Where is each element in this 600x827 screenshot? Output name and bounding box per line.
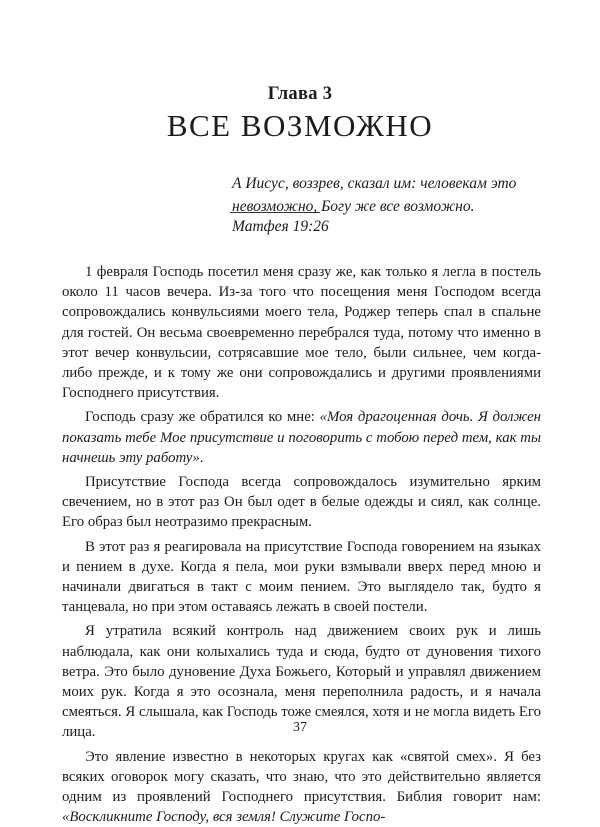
paragraph: [62, 537, 541, 618]
paragraph-text: .: [199, 449, 204, 466]
paragraph-text: Господь сразу же обратился ко мне:: [85, 409, 320, 426]
quote-text: «Моя драгоценная дочь. Я должен показать тебе Мое присутствие и поговорить с тобою перед тем, как ты начнешь эту работу»: [62, 409, 541, 466]
epigraph-text: А Иисус, воззрев, сказал им: человекам это невозможно, Богу же все возможно.: [232, 175, 517, 215]
paragraph-text: 1 февраля Господь посетил меня сразу же, как только я легла в постель около 11 часов вечера. Из-за того что посещения меня Господом всегда сопровождались конвульсиями моего тела, Роджер теперь спал в спальне для гостей. Он весьма своевременно перебрался туда, потому что именно в этот вечер конвульсии, сотрясавшие мое тело, были сильнее, чем когда-либо прежде, и к тому же они сопровождались и другими проявлениями Господнего присутствия.: [62, 264, 541, 402]
quote-text: «Воскликните Господу, вся земля! Служите Госпо-: [62, 809, 386, 826]
paragraph: [62, 472, 541, 533]
epigraph-source: Матфея 19:26: [232, 218, 329, 235]
page-number: 37: [293, 720, 307, 735]
paragraph: [62, 262, 541, 403]
paragraph-text: Это явление известно в некоторых кругах как «святой смех». Я без всяких оговорок могу сказать, что знаю, что это действительно является одним из проявлений Господнего присутствия. Библия говорит нам:: [62, 748, 541, 806]
paragraph: [62, 407, 541, 468]
paragraph-text: Я утратила всякий контроль над движением своих рук и лишь наблюдала, как они колыхались туда и сюда, будто от дуновения тихого ветра. Это было дуновение Духа Божьего, Который и управлял движением моих рук. Когда я это осознала, меня переполнила радость, и я начала смеяться. Я слышала, как Господь тоже смеялся, хотя и не могла видеть Его лица.: [62, 623, 541, 741]
paragraph-text: В этот раз я реагировала на присутствие Господа говорением на языках и пением в духе. Когда я пела, мои руки взмывали вверх перед мною и начинали двигаться в такт с моим пением. Это выглядело так, будто я танцевала, но при этом оставаясь лежать в своей постели.: [62, 538, 541, 616]
epigraph-divider: [230, 212, 320, 213]
chapter-title: ВСЕ ВОЗМОЖНО: [166, 108, 434, 143]
paragraph: [62, 747, 541, 827]
body-text: [62, 262, 541, 827]
paragraph-text: Присутствие Господа всегда сопровождалось изумительно ярким свечением, но в этот раз Он был одет в белые одежды и сиял, как солнце. Его образ был неотразимо прекрасным.: [62, 474, 541, 531]
chapter-label: Глава 3: [267, 84, 333, 104]
